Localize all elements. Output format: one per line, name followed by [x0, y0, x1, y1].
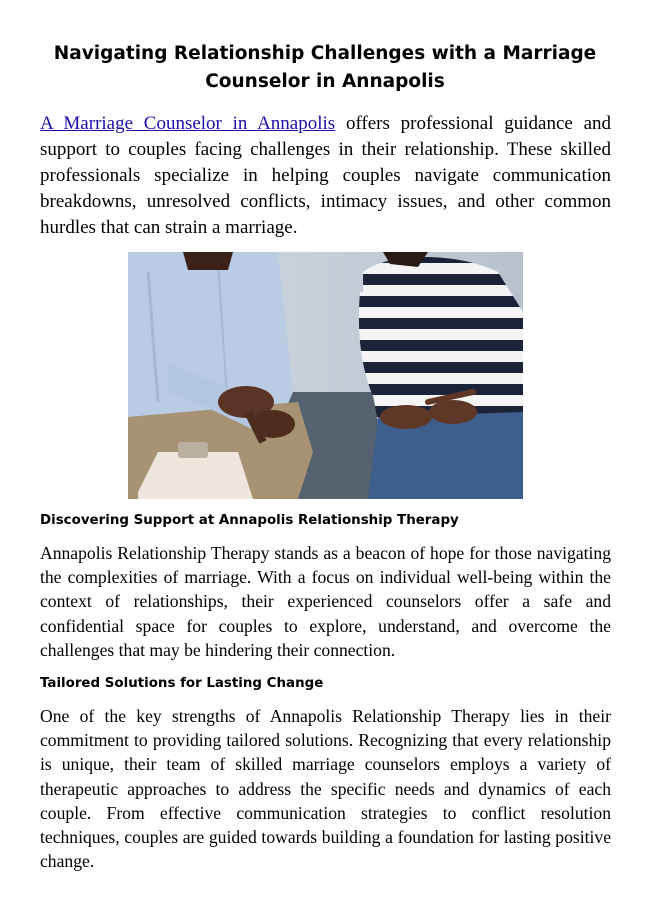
- couple-counseling-photo: [128, 252, 523, 499]
- section-heading-support: Discovering Support at Annapolis Relationship Therapy: [40, 513, 459, 528]
- intro-text: offers professional guidance and support to couples facing challenges in their relationship. These skilled professionals specialize in helping couples navigate communication breakdowns, unresolved conflicts, intimacy issues, and other common hurdles that can strain a marriage.: [40, 113, 611, 238]
- section-body-support: Annapolis Relationship Therapy stands as a beacon of hope for those navigating the complexities of marriage. With a focus on individual well-being within the context of relationships, their experienced counselors offer a safe and confidential space for couples to explore, understand, and overcome the challenges that may be hindering their connection.: [40, 543, 611, 660]
- section-heading-tailored: Tailored Solutions for Lasting Change: [40, 676, 324, 691]
- page-title: Navigating Relationship Challenges with a Marriage Counselor in Annapolis: [53, 43, 597, 92]
- intro-paragraph: [40, 111, 611, 241]
- marriage-counselor-link[interactable]: A Marriage Counselor in Annapolis: [40, 113, 336, 134]
- section-body-tailored: One of the key strengths of Annapolis Relationship Therapy lies in their commitment to providing tailored solutions. Recognizing that every relationship is unique, their team of skilled marriage counselors employs a variety of therapeutic approaches to address the specific needs and dynamics of each couple. From effective communication strategies to conflict resolution techniques, couples are guided towards building a foundation for lasting positive change.: [40, 706, 611, 872]
